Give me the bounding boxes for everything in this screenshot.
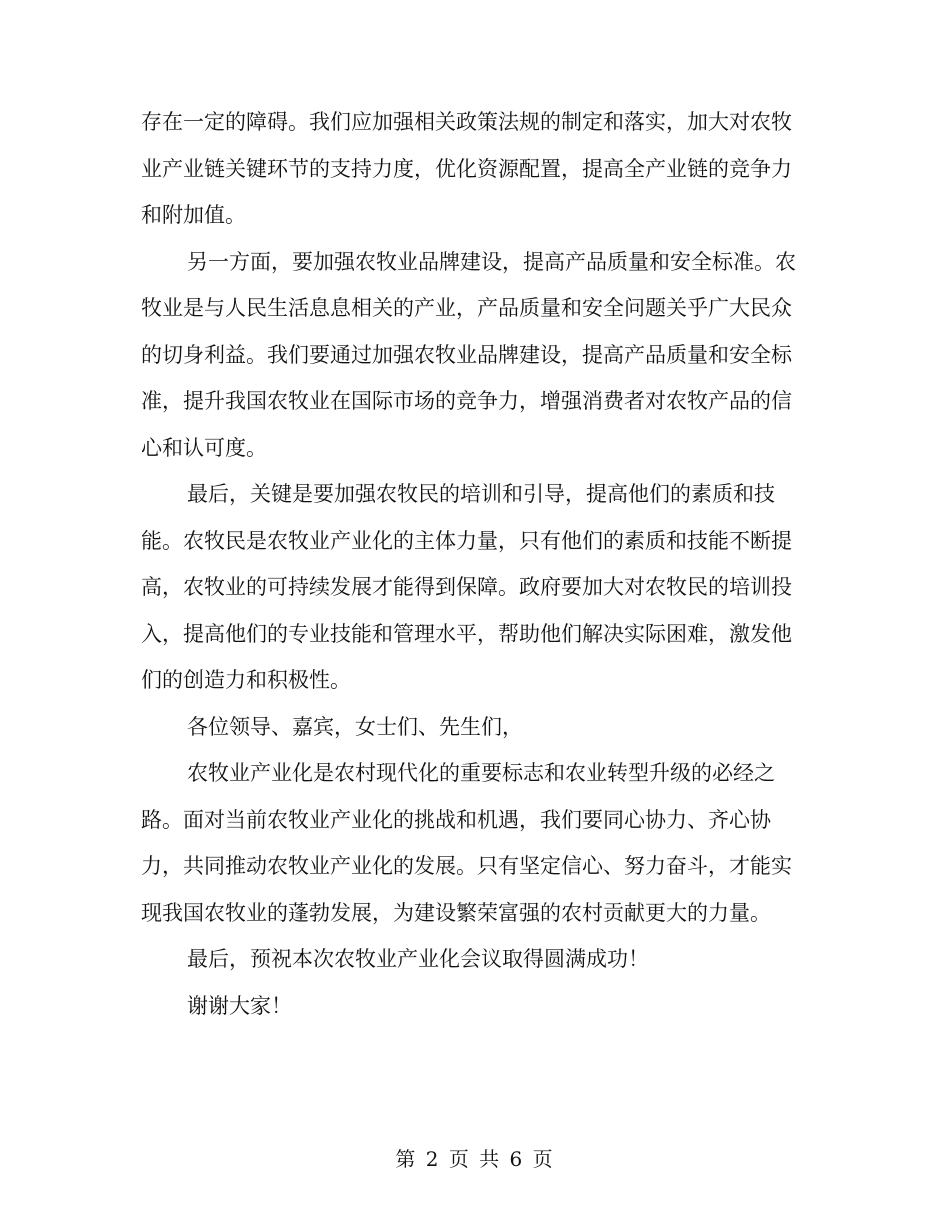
paragraph-line: 另一方面，要加强农牧业品牌建设，提高产品质量和安全标准。 (187, 249, 775, 274)
paragraph-continued (141, 99, 806, 239)
paragraph-training (141, 471, 806, 704)
paragraph-line: 最后，预祝本次农牧业产业化会议取得圆满成功！ (187, 947, 649, 971)
paragraph-line: 各位领导、嘉宾，女士们、先生们， (187, 714, 523, 739)
paragraph-line: 训投入，提高他们的专业技能和管理水平，帮助他们解决实际困难， (141, 575, 792, 646)
paragraph-line: 存在一定的障碍。我们应加强相关政策法规的制定和落实，加大对农 (141, 110, 771, 134)
paragraph-line: 谢谢大家！ (187, 993, 292, 1018)
paragraph-line: 产品的信心和认可度。 (141, 389, 792, 460)
document-body (141, 99, 806, 1029)
page-number-label: 第 2 页 共 6 页 (395, 1147, 555, 1171)
paragraph-line: 争力和附加值。 (141, 156, 792, 227)
page-footer (0, 1144, 950, 1174)
paragraph-line: 农牧业是与人民生活息息相关的产业，产品质量和安全问题关乎广大 (141, 249, 796, 320)
paragraph-line: 民众的切身利益。我们要通过加强农牧业品牌建设，提高产品质量和 (141, 296, 792, 367)
paragraph-wish (141, 936, 806, 983)
paragraph-line: 提高，农牧业的可持续发展才能得到保障。政府要加大对农牧民的培 (141, 528, 792, 599)
paragraph-line: 安全标准，提升我国农牧业在国际市场的竞争力，增强消费者对农牧 (141, 342, 792, 413)
paragraph-line: 牧业产业链关键环节的支持力度，优化资源配置，提高全产业链的竞 (141, 110, 792, 181)
paragraph-line: 量。 (729, 900, 771, 925)
paragraph-line: 能。农牧民是农牧业产业化的主体力量，只有他们的素质和技能不断 (141, 528, 771, 553)
paragraph-line: 农牧业产业化是农村现代化的重要标志和农业转型升级的必经之 (187, 761, 775, 785)
paragraph-line: 激发他们的创造力和积极性。 (141, 621, 792, 692)
paragraph-line: 最后，关键是要加强农牧民的培训和引导，提高他们的素质和技 (187, 482, 775, 506)
paragraph-line: 实现我国农牧业的蓬勃发展，为建设繁荣富强的农村贡献更大的力 (141, 854, 792, 925)
paragraph-greeting (141, 704, 806, 751)
paragraph-thanks (141, 983, 806, 1030)
paragraph-line: 力，共同推动农牧业产业化的发展。只有坚定信心、努力奋斗，才能 (141, 854, 771, 878)
paragraph-brand (141, 239, 806, 472)
paragraph-conclusion (141, 750, 806, 936)
paragraph-line: 路。面对当前农牧业产业化的挑战和机遇，我们要同心协力、齐心协 (141, 807, 771, 832)
